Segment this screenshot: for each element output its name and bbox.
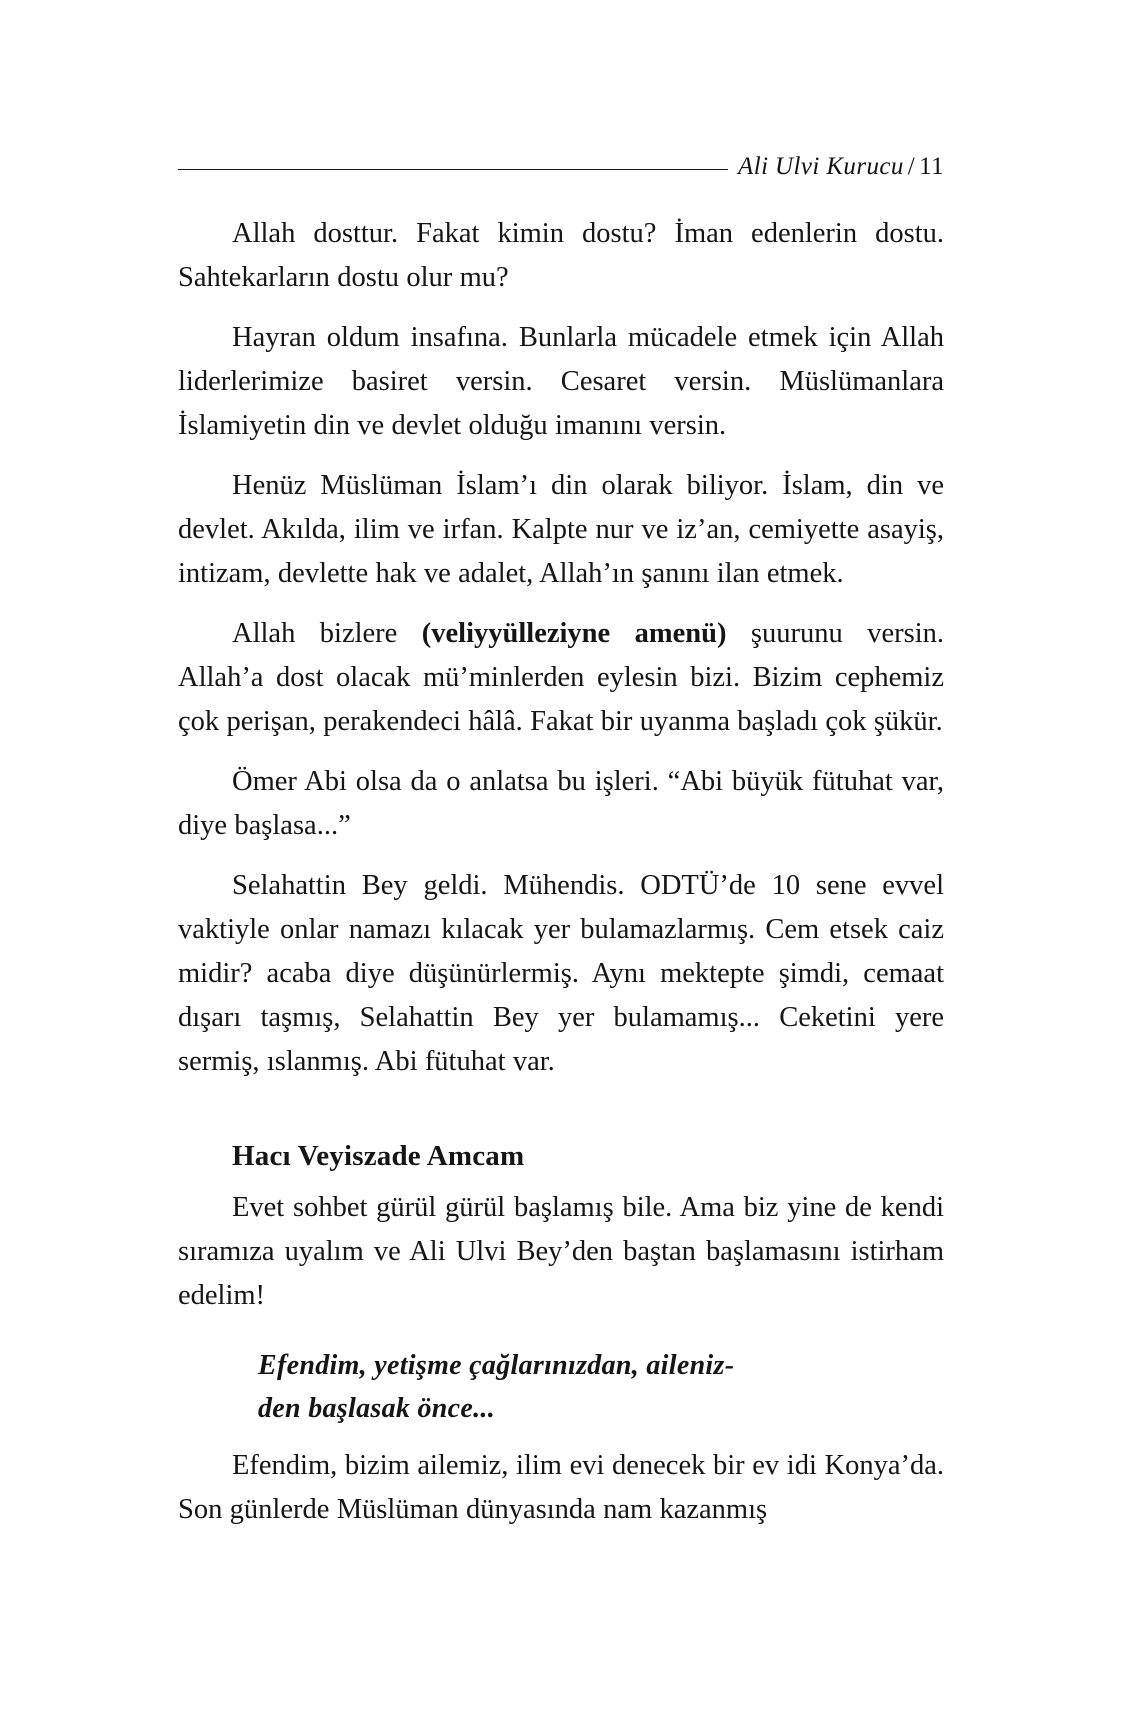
question-line: Efendim, yetişme çağlarınızdan, aileniz-: [258, 1350, 735, 1381]
emphasis-suffix: şuurunu versin. Allah’a dost olacak mü’minlerden eylesin bizi. Bizim cephemiz çok perişan, perakendeci hâlâ. Fakat bir uyanma başladı çok şükür.: [178, 618, 945, 737]
paragraph: Allah dosttur. Fakat kimin dostu? İman edenlerin dostu. Sahtekarların dostu olur mu?: [178, 218, 944, 293]
page-number: 11: [919, 153, 944, 180]
paragraph: Evet sohbet gürül gürül başlamış bile. Ama biz yine de kendi sıramıza uyalım ve Ali Ulvi Bey’den baştan başlamasını istirham edelim!: [178, 1192, 944, 1311]
section-heading: Hacı Veyiszade Amcam: [232, 1140, 525, 1172]
paragraph-with-emphasis: [178, 612, 944, 744]
paragraph: Hayran oldum insafına. Bunlarla mücadele etmek için Allah liderlerimize basiret versin. Cesaret versin. Müslümanlara İslamiyetin din ve devlet olduğu imanını versin.: [178, 322, 944, 441]
interview-question: [178, 1344, 944, 1430]
question-line: den başlasak önce...: [258, 1393, 495, 1424]
emphasized-phrase: (veliyyülleziyne amenü): [421, 618, 727, 649]
header-rule: [178, 169, 728, 170]
header-author: Ali Ulvi Kurucu: [738, 153, 904, 180]
header-text: [738, 153, 944, 181]
header-separator: /: [907, 153, 916, 180]
text-column: [178, 212, 944, 1536]
running-head: [178, 150, 944, 184]
emphasis-prefix: Allah bizlere: [232, 618, 422, 649]
paragraph: Efendim, bizim ailemiz, ilim evi denecek bir ev idi Konya’da. Son günlerde Müslüman dünyasında nam kazanmış: [178, 1450, 944, 1525]
paragraph: Selahattin Bey geldi. Mühendis. ODTÜ’de 10 sene evvel vaktiyle onlar namazı kılacak yer bulamazlarmış. Cem etsek caiz midir? acaba diye düşünürlermiş. Aynı mektepte şimdi, cemaat dışarı taşmış, Selahattin Bey yer bulamamış... Ceketini yere sermiş, ıslanmış. Abi fütuhat var.: [178, 870, 944, 1077]
paragraph: Henüz Müslüman İslam’ı din olarak biliyor. İslam, din ve devlet. Akılda, ilim ve irfan. Kalpte nur ve iz’an, cemiyette asayiş, intizam, devlette hak ve adalet, Allah’ın şanını ilan etmek.: [178, 470, 944, 589]
paragraph: Ömer Abi olsa da o anlatsa bu işleri. “Abi büyük fütuhat var, diye başlasa...”: [178, 766, 944, 841]
